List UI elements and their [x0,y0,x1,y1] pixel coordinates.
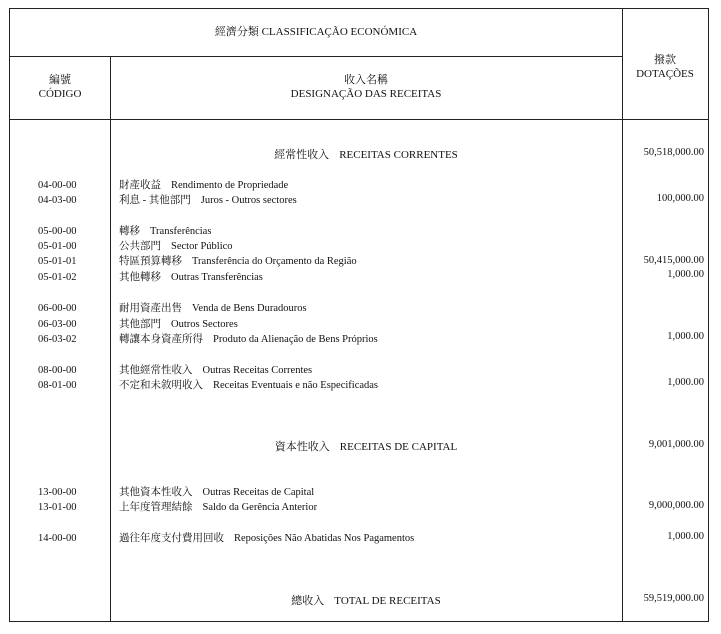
section-total-label: 總收入 TOTAL DE RECEITAS [291,595,441,607]
column-divider-code [110,57,111,622]
section-capital-label: 資本性收入 RECEITAS DE CAPITAL [274,441,458,453]
section-capital-amount: 9,001,000.00 [648,439,704,450]
section-correntes-amount: 50,518,000.00 [643,147,704,158]
classification-header: 經濟分類 CLASSIFICAÇÃO ECONÓMICA [214,26,418,38]
header-divider-top [10,56,622,57]
code-header: 編號 CÓDIGO [38,74,82,100]
section-correntes-label: 經常性收入 RECEITAS CORRENTES [274,149,458,161]
section-total-amount: 59,519,000.00 [643,593,704,604]
header-divider-bottom [10,119,708,120]
description-header: 收入名稱 DESIGNAÇÃO DAS RECEITAS [290,74,442,100]
amount-header: 撥款 DOTAÇÕES [636,54,694,80]
revenue-table [9,8,709,622]
